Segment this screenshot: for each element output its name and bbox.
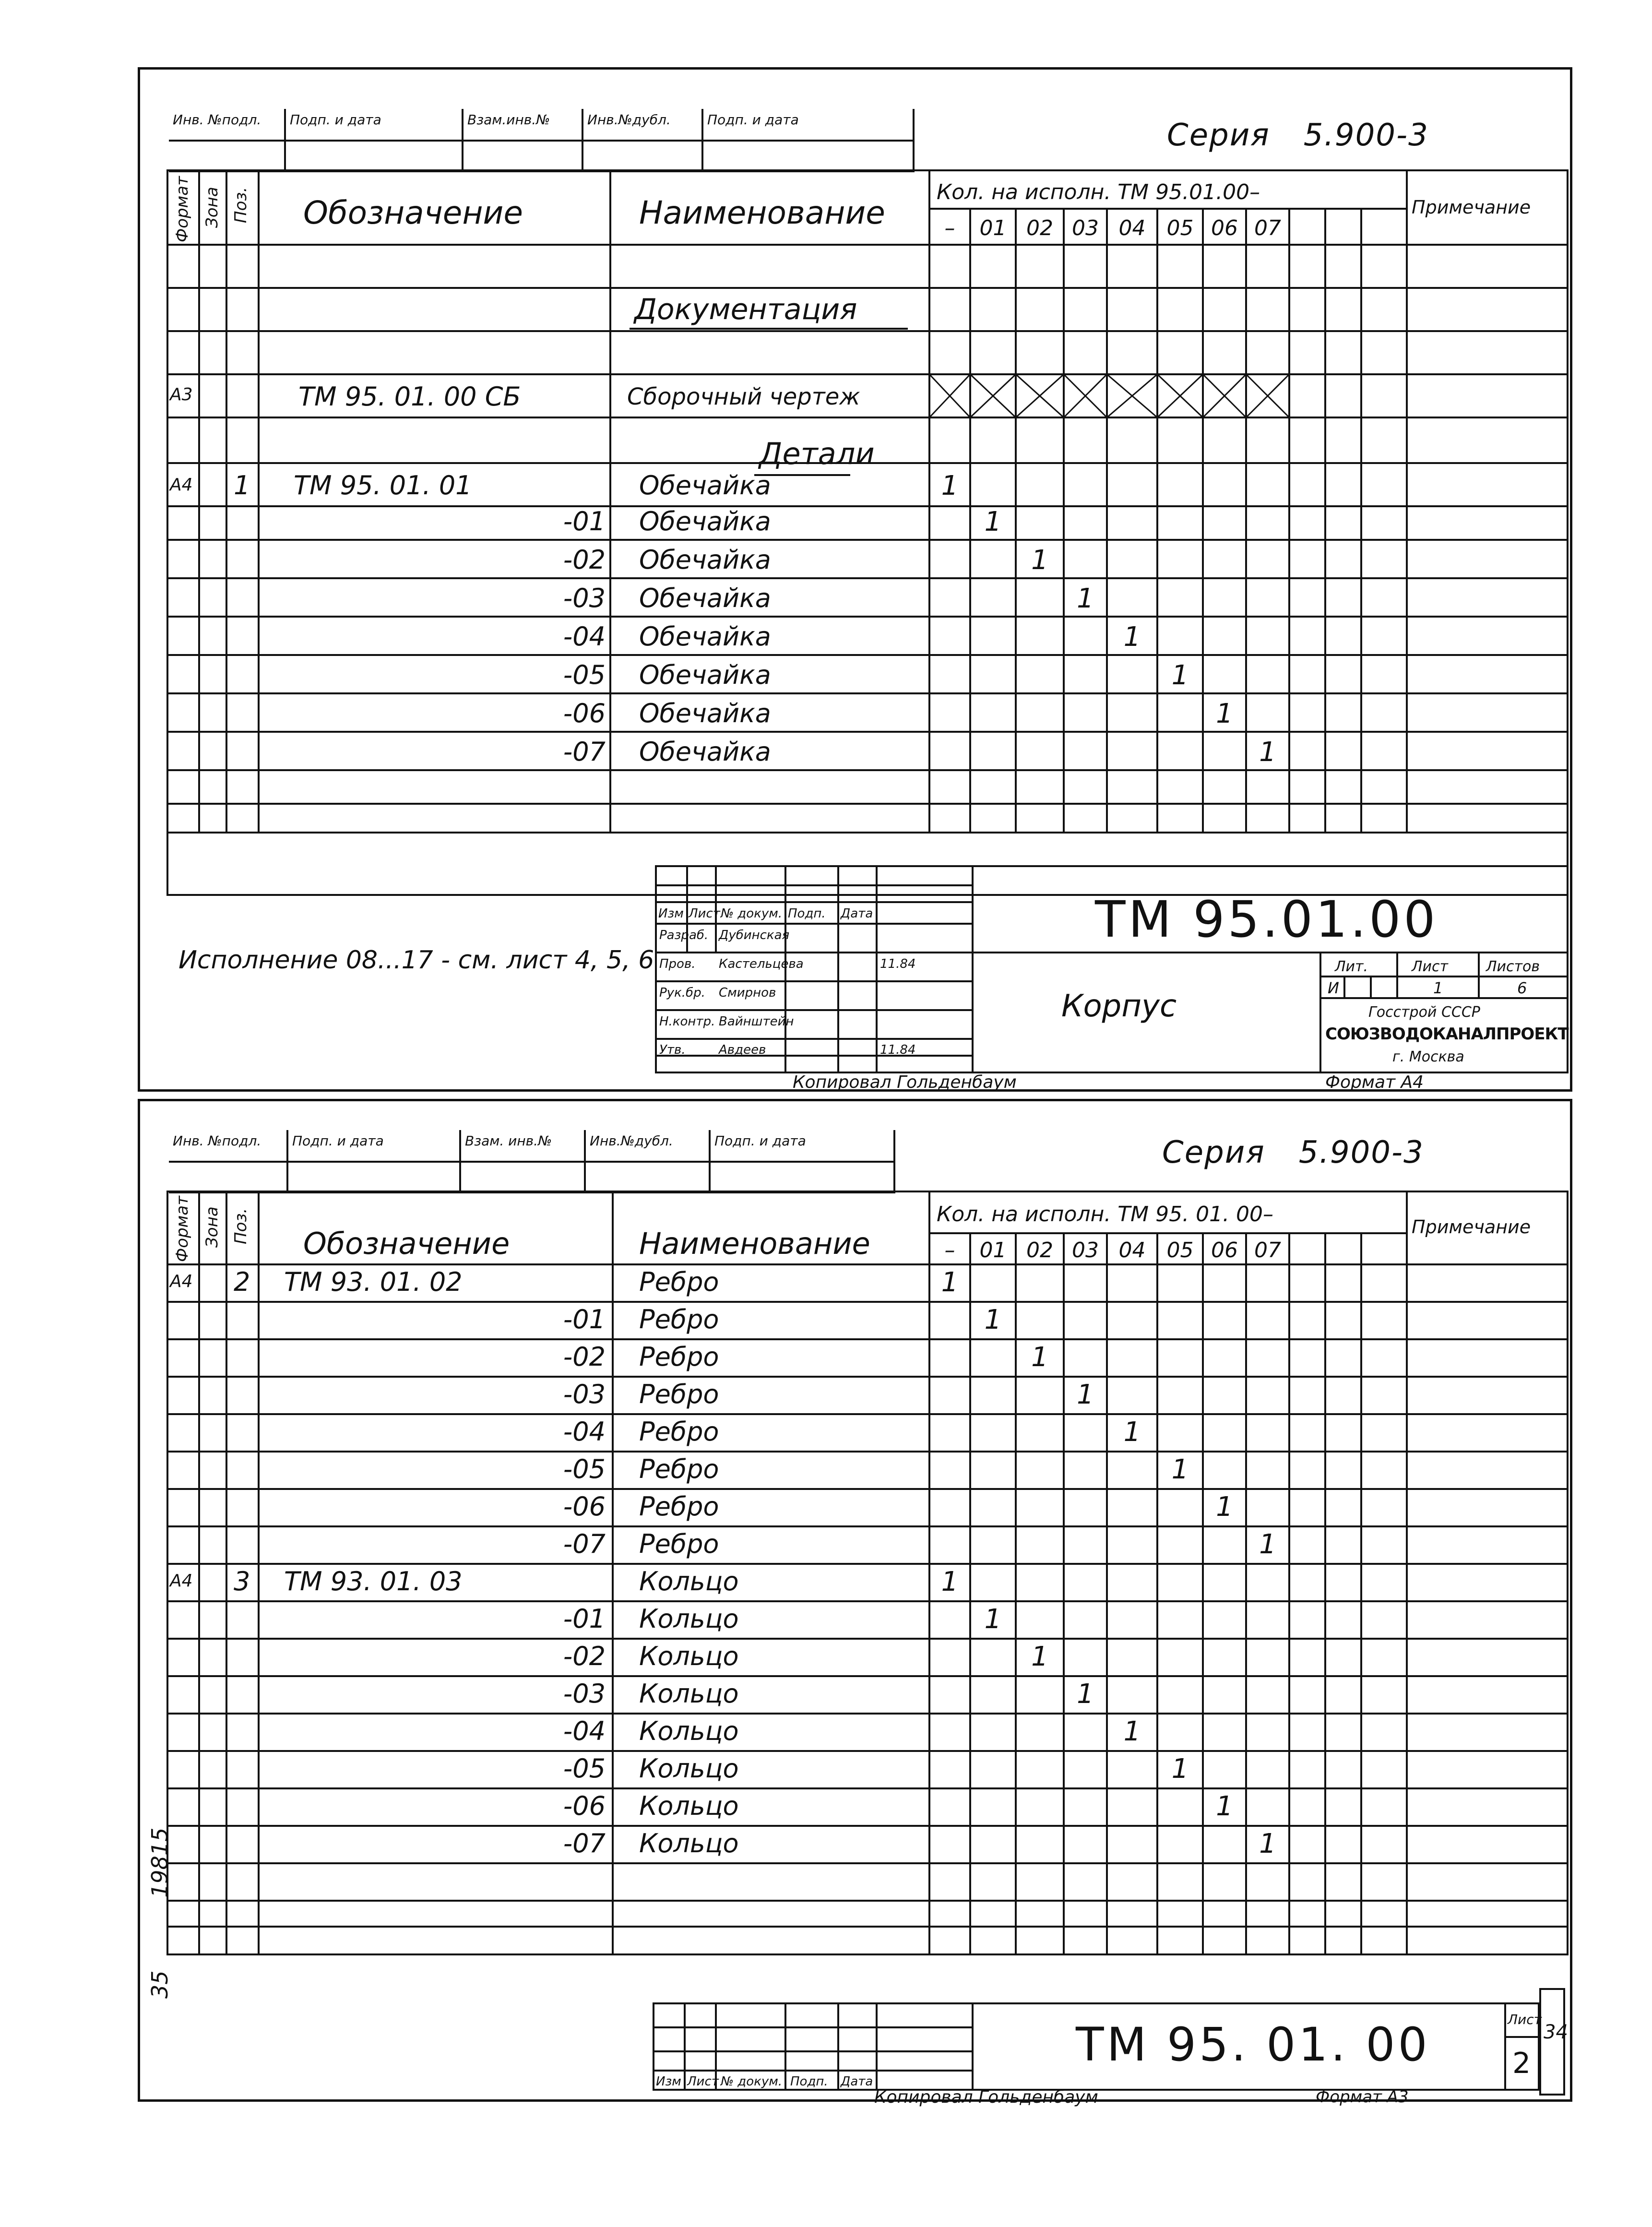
variant-header: – — [944, 1238, 955, 1262]
copied-by: Копировал Гольденбаум — [874, 2087, 1098, 2107]
row-designation: -03 — [563, 583, 606, 613]
col-zone: Зона — [202, 187, 222, 228]
row-qty: 1 — [1259, 737, 1276, 768]
section-details: Детали — [759, 436, 875, 471]
col-format: Формат — [173, 176, 192, 242]
row-qty: 1 — [1259, 1529, 1276, 1560]
variant-header: 03 — [1072, 216, 1099, 240]
row-name: Ребро — [639, 1304, 719, 1334]
row-qty: 1 — [1031, 1641, 1048, 1672]
row-qty: 1 — [1123, 1417, 1141, 1448]
tb-name: Авдеев — [719, 1043, 766, 1057]
row-name: Кольцо — [639, 1679, 739, 1709]
tb-role: Рук.бр. — [659, 986, 705, 1000]
section-documentation: Документация — [634, 293, 857, 326]
col-format: Формат — [173, 1196, 192, 1262]
tb-code: ТМ 95.01.00 — [1095, 890, 1438, 949]
tb-lit: И — [1328, 979, 1339, 997]
tb-org1: Госстрой СССР — [1368, 1004, 1480, 1021]
row-designation: -03 — [563, 1679, 606, 1709]
row-qty: 1 — [1123, 1716, 1141, 1747]
stamp-cell: Подп. и дата — [701, 109, 913, 140]
row-name: Обечайка — [639, 470, 771, 500]
tb-org3: г. Москва — [1392, 1048, 1464, 1065]
col-name: Наименование — [639, 194, 885, 231]
variant-header: 03 — [1072, 1238, 1099, 1262]
row-designation: -02 — [563, 545, 606, 575]
row-name: Обечайка — [639, 506, 771, 536]
row-qty: 1 — [1077, 1679, 1094, 1710]
variant-header: 04 — [1118, 216, 1146, 240]
variant-header: 05 — [1166, 1238, 1194, 1262]
tb-name: Вайнштейн — [719, 1014, 794, 1029]
row-designation: -07 — [563, 1529, 606, 1559]
variant-header: 06 — [1211, 1238, 1238, 1262]
row-qty: 1 — [1171, 660, 1189, 691]
col-pos: Поз. — [231, 187, 250, 223]
tb-name: Смирнов — [719, 986, 776, 1000]
tb-head-list: Лист — [689, 906, 720, 921]
archive-page: 35 — [147, 1970, 173, 1999]
row-designation: -01 — [563, 1604, 606, 1634]
tb-head-date: Дата — [841, 906, 873, 921]
row-designation: -02 — [563, 1342, 606, 1372]
copied-by: Копировал Гольденбаум — [793, 1072, 1017, 1092]
tb-date: 11.84 — [880, 957, 916, 971]
row-qty: 1 — [1123, 621, 1141, 653]
row-pos: 3 — [234, 1566, 250, 1596]
row-qty: 1 — [1077, 1379, 1094, 1410]
series-number: 5.900-3 — [1298, 1135, 1424, 1170]
col-name: Наименование — [639, 1226, 870, 1261]
row-qty: 1 — [1171, 1753, 1189, 1785]
stamp-cell: Инв.№дубл. — [582, 109, 701, 140]
variant-header: 02 — [1026, 216, 1053, 240]
row-name: Обечайка — [639, 737, 771, 767]
row-name: Кольцо — [639, 1791, 739, 1821]
tb-name: Кастельцева — [719, 957, 804, 971]
tb-head-doc: № докум. — [721, 906, 783, 921]
stamp-cell: Подп. и дата — [286, 1130, 459, 1161]
row-name: Ребро — [639, 1491, 719, 1522]
row-name: Кольцо — [639, 1753, 739, 1784]
tb-code: ТМ 95. 01. 00 — [1076, 2018, 1430, 2072]
tb-role: Н.контр. — [659, 1014, 715, 1029]
page-corner: 34 — [1544, 2021, 1568, 2043]
variant-header: 01 — [979, 216, 1007, 240]
tb-head-sign: Подп. — [790, 2074, 828, 2089]
col-note: Примечание — [1412, 197, 1531, 218]
tb-sheets-label: Листов — [1486, 958, 1540, 975]
stamp-cell: Взам.инв.№ — [462, 109, 582, 140]
row-qty: 1 — [1259, 1828, 1276, 1859]
format-label: Формат А3 — [1316, 2087, 1409, 2107]
row-qty: 1 — [1077, 583, 1094, 614]
series-word: Серия — [1167, 118, 1270, 153]
tb-head-date: Дата — [841, 2074, 873, 2089]
col-qty: Кол. на исполн. ТМ 95. 01. 00– — [937, 1202, 1274, 1227]
row-designation: -07 — [563, 1828, 606, 1858]
row-designation: -01 — [563, 1304, 606, 1334]
col-zone: Зона — [202, 1206, 222, 1248]
col-designation: Обозначение — [303, 194, 523, 231]
row-designation: -04 — [563, 621, 606, 652]
series-word: Серия — [1162, 1135, 1265, 1170]
variant-header: 07 — [1254, 1238, 1281, 1262]
tb-sheet: 2 — [1512, 2047, 1531, 2080]
variant-header: 06 — [1211, 216, 1238, 240]
row-designation: -04 — [563, 1716, 606, 1746]
row-qty: 1 — [1171, 1454, 1189, 1485]
row-format: А4 — [170, 475, 193, 495]
tb-sheet-label: Лист — [1412, 958, 1449, 975]
row-name: Ребро — [639, 1379, 719, 1409]
stamp-cell: Подп. и дата — [709, 1130, 893, 1161]
row-name: Обечайка — [639, 583, 771, 613]
assembly-name: Сборочный чертеж — [627, 383, 860, 410]
col-note: Примечание — [1412, 1216, 1531, 1238]
row-designation: -06 — [563, 698, 606, 728]
row-pos: 1 — [234, 470, 250, 500]
row-designation: ТМ 95. 01. 01 — [294, 470, 472, 500]
row-name: Обечайка — [639, 621, 771, 652]
row-designation: -05 — [563, 1753, 606, 1784]
row-qty: 1 — [984, 1604, 1002, 1635]
col-qty: Кол. на исполн. ТМ 95.01.00– — [937, 180, 1260, 204]
tb-sheets: 6 — [1517, 979, 1527, 997]
row-name: Обечайка — [639, 660, 771, 690]
row-qty: 1 — [1216, 1491, 1233, 1523]
row-qty: 1 — [1216, 1791, 1233, 1822]
row-name: Кольцо — [639, 1641, 739, 1671]
stamp-cell: Подп. и дата — [284, 109, 462, 140]
stamp-cell: Инв. №подл. — [173, 1133, 261, 1149]
variant-header: 07 — [1254, 216, 1281, 240]
variant-header: 04 — [1118, 1238, 1146, 1262]
tb-role: Пров. — [659, 957, 696, 971]
row-qty: 1 — [941, 1566, 959, 1597]
row-name: Кольцо — [639, 1566, 739, 1596]
row-designation: ТМ 93. 01. 03 — [284, 1566, 463, 1596]
row-name: Обечайка — [639, 545, 771, 575]
row-name: Ребро — [639, 1342, 719, 1372]
col-designation: Обозначение — [303, 1226, 510, 1261]
tb-date: 11.84 — [880, 1043, 916, 1057]
tb-org2: СОЮЗВОДОКАНАЛПРОЕКТ — [1325, 1024, 1569, 1044]
tb-title: Корпус — [1061, 988, 1177, 1024]
spec-sheet-2 — [138, 1099, 1572, 2107]
col-pos: Поз. — [231, 1208, 250, 1244]
row-qty: 1 — [1216, 698, 1233, 729]
row-name: Ребро — [639, 1529, 719, 1559]
row-name: Ребро — [639, 1417, 719, 1447]
row-name: Кольцо — [639, 1716, 739, 1746]
row-name: Кольцо — [639, 1604, 739, 1634]
row-qty: 1 — [941, 1267, 959, 1298]
tb-role: Утв. — [659, 1043, 686, 1057]
stamp-cell: Инв. №подл. — [173, 112, 261, 128]
execution-note: Исполнение 08...17 - см. лист 4, 5, 6 — [178, 946, 654, 975]
tb-lit-label: Лит. — [1335, 958, 1368, 975]
row-designation: -01 — [563, 506, 606, 536]
row-designation: -07 — [563, 737, 606, 767]
tb-name: Дубинская — [719, 928, 790, 942]
tb-role: Разраб. — [659, 928, 709, 942]
row-designation: -04 — [563, 1417, 606, 1447]
row-designation: -05 — [563, 1454, 606, 1484]
row-designation: -05 — [563, 660, 606, 690]
assembly-designation: ТМ 95. 01. 00 СБ — [298, 381, 521, 412]
row-format: А4 — [170, 1272, 193, 1291]
assembly-format: А3 — [170, 385, 193, 405]
row-qty: 1 — [984, 1304, 1002, 1335]
archive-number: 19815 — [147, 1827, 173, 1898]
format-label: Формат А4 — [1325, 1072, 1424, 1092]
stamp-cell: Инв.№дубл. — [584, 1130, 709, 1161]
row-format: А4 — [170, 1571, 193, 1591]
row-qty: 1 — [941, 470, 959, 501]
tb-head-izm: Изм — [656, 2074, 681, 2089]
row-designation: -02 — [563, 1641, 606, 1671]
row-pos: 2 — [234, 1267, 250, 1297]
variant-header: – — [944, 216, 955, 240]
row-name: Ребро — [639, 1267, 719, 1297]
variant-header: 02 — [1026, 1238, 1053, 1262]
row-designation: -06 — [563, 1791, 606, 1821]
spec-sheet-1 — [138, 67, 1572, 1092]
row-qty: 1 — [1031, 1342, 1048, 1373]
stamp-cell: Взам. инв.№ — [459, 1130, 584, 1161]
series-number: 5.900-3 — [1303, 118, 1429, 153]
row-qty: 1 — [1031, 545, 1048, 576]
tb-head-list: Лист — [687, 2074, 719, 2089]
tb-head-sign: Подп. — [788, 906, 826, 921]
variant-header: 05 — [1166, 216, 1194, 240]
variant-header: 01 — [979, 1238, 1007, 1262]
row-designation: -06 — [563, 1491, 606, 1522]
row-name: Обечайка — [639, 698, 771, 728]
row-name: Ребро — [639, 1454, 719, 1484]
row-designation: -03 — [563, 1379, 606, 1409]
tb-head-doc: № докум. — [721, 2074, 783, 2089]
tb-head-izm: Изм — [658, 906, 684, 921]
row-qty: 1 — [984, 506, 1002, 537]
tb-sheet: 1 — [1433, 979, 1443, 997]
row-designation: ТМ 93. 01. 02 — [284, 1267, 463, 1297]
row-name: Кольцо — [639, 1828, 739, 1858]
tb-sheet-label: Лист — [1508, 2012, 1542, 2027]
